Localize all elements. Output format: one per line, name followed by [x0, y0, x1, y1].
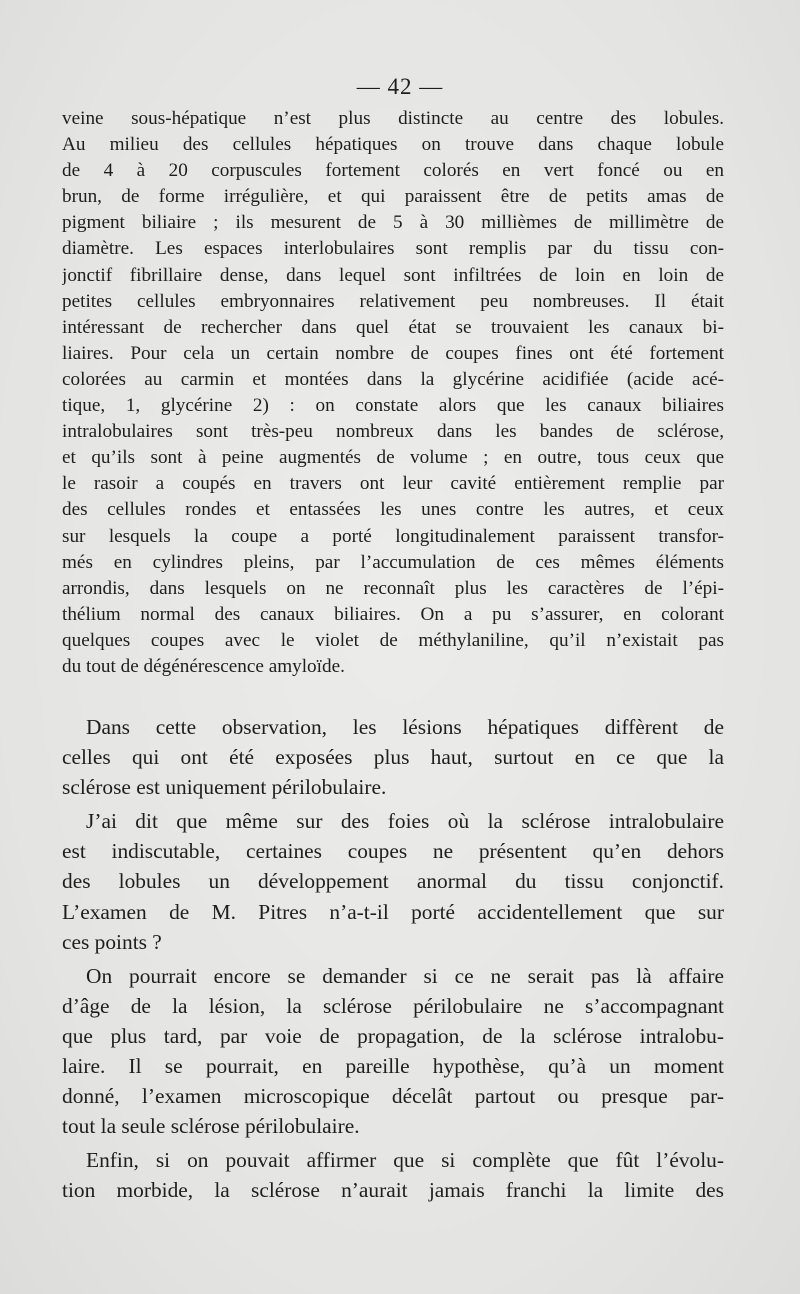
text-line: sur lesquels la coupe a porté longitudinalement paraissent transfor- — [62, 525, 724, 547]
text-line: ces points ? — [62, 929, 162, 954]
text-line: de 4 à 20 corpuscules fortement colorés en vert foncé ou en — [62, 160, 724, 182]
text-line: tique, 1, glycérine 2) : on constate alors que les canaux biliaires — [62, 395, 724, 417]
discussion-paragraph-2 — [62, 806, 724, 956]
text-line: quelques coupes avec le violet de méthylaniline, qu’il n’existait pas — [62, 629, 724, 651]
text-line: veine sous-hépatique n’est plus distincte au centre des lobules. — [62, 108, 724, 129]
text-line: des cellules rondes et entassées les unes contre les autres, et ceux — [62, 499, 724, 521]
text-line: liaires. Pour cela un certain nombre de coupes fines ont été fortement — [62, 342, 724, 364]
text-line: le rasoir a coupés en travers ont leur cavité entièrement remplie par — [62, 473, 724, 495]
text-line: tion morbide, la sclérose n’aurait jamais franchi la limite des — [62, 1178, 724, 1203]
text-line: donné, l’examen microscopique décelât partout ou presque par- — [62, 1084, 724, 1109]
text-line: intéressant de rechercher dans quel état se trouvaient les canaux bi- — [62, 316, 724, 338]
text-line: petites cellules embryonnaires relativement peu nombreuses. Il était — [62, 290, 724, 312]
text-line: pigment biliaire ; ils mesurent de 5 à 30 millièmes de millimètre de — [62, 212, 724, 234]
text-line: thélium normal des canaux biliaires. On a pu s’assurer, en colorant — [62, 603, 724, 625]
text-line: et qu’ils sont à peine augmentés de volume ; en outre, tous ceux que — [62, 447, 724, 469]
text-line: L’examen de M. Pitres n’a-t-il porté accidentellement que sur — [62, 899, 724, 924]
text-line: sclérose est uniquement périlobulaire. — [62, 775, 387, 800]
text-line: més en cylindres pleins, par l’accumulation de ces mêmes éléments — [62, 551, 724, 573]
discussion-paragraph-3 — [62, 961, 724, 1142]
text-line: est indiscutable, certaines coupes ne présentent qu’en dehors — [62, 839, 724, 864]
discussion-paragraph-1 — [62, 712, 724, 802]
text-line: du tout de dégénérescence amyloïde. — [62, 655, 345, 677]
text-line: Enfin, si on pouvait affirmer que si complète que fût l’évolu- — [86, 1148, 724, 1173]
text-line: J’ai dit que même sur des foies où la sclérose intralobulaire — [86, 809, 724, 834]
observation-paragraph — [62, 106, 724, 680]
text-line: arrondis, dans lesquels on ne reconnaît plus les caractères de l’épi- — [62, 577, 724, 599]
text-line: celles qui ont été exposées plus haut, surtout en ce que la — [62, 745, 724, 770]
discussion-section — [62, 712, 724, 1206]
text-line: brun, de forme irrégulière, et qui paraissent être de petits amas de — [62, 186, 724, 208]
text-line: intralobulaires sont très-peu nombreux dans les bandes de sclérose, — [62, 421, 724, 443]
text-line: Dans cette observation, les lésions hépatiques diffèrent de — [86, 715, 724, 739]
discussion-paragraph-4 — [62, 1145, 724, 1205]
text-line: que plus tard, par voie de propagation, de la sclérose intralobu- — [62, 1023, 724, 1048]
page-number: — 42 — — [356, 74, 444, 99]
text-line: tout la seule sclérose périlobulaire. — [62, 1114, 360, 1139]
text-line: jonctif fibrillaire dense, dans lequel sont infiltrées de loin en loin de — [62, 264, 724, 286]
text-line: diamètre. Les espaces interlobulaires sont remplis par du tissu con- — [62, 238, 724, 260]
text-line: colorées au carmin et montées dans la glycérine acidifiée (acide acé- — [62, 368, 724, 390]
text-line: On pourrait encore se demander si ce ne serait pas là affaire — [86, 963, 724, 988]
text-line: des lobules un développement anormal du tissu conjonctif. — [62, 869, 724, 894]
text-line: d’âge de la lésion, la sclérose périlobulaire ne s’accompagnant — [62, 993, 724, 1018]
text-line: Au milieu des cellules hépatiques on trouve dans chaque lobule — [62, 134, 724, 156]
text-line: laire. Il se pourrait, en pareille hypothèse, qu’à un moment — [62, 1054, 724, 1079]
